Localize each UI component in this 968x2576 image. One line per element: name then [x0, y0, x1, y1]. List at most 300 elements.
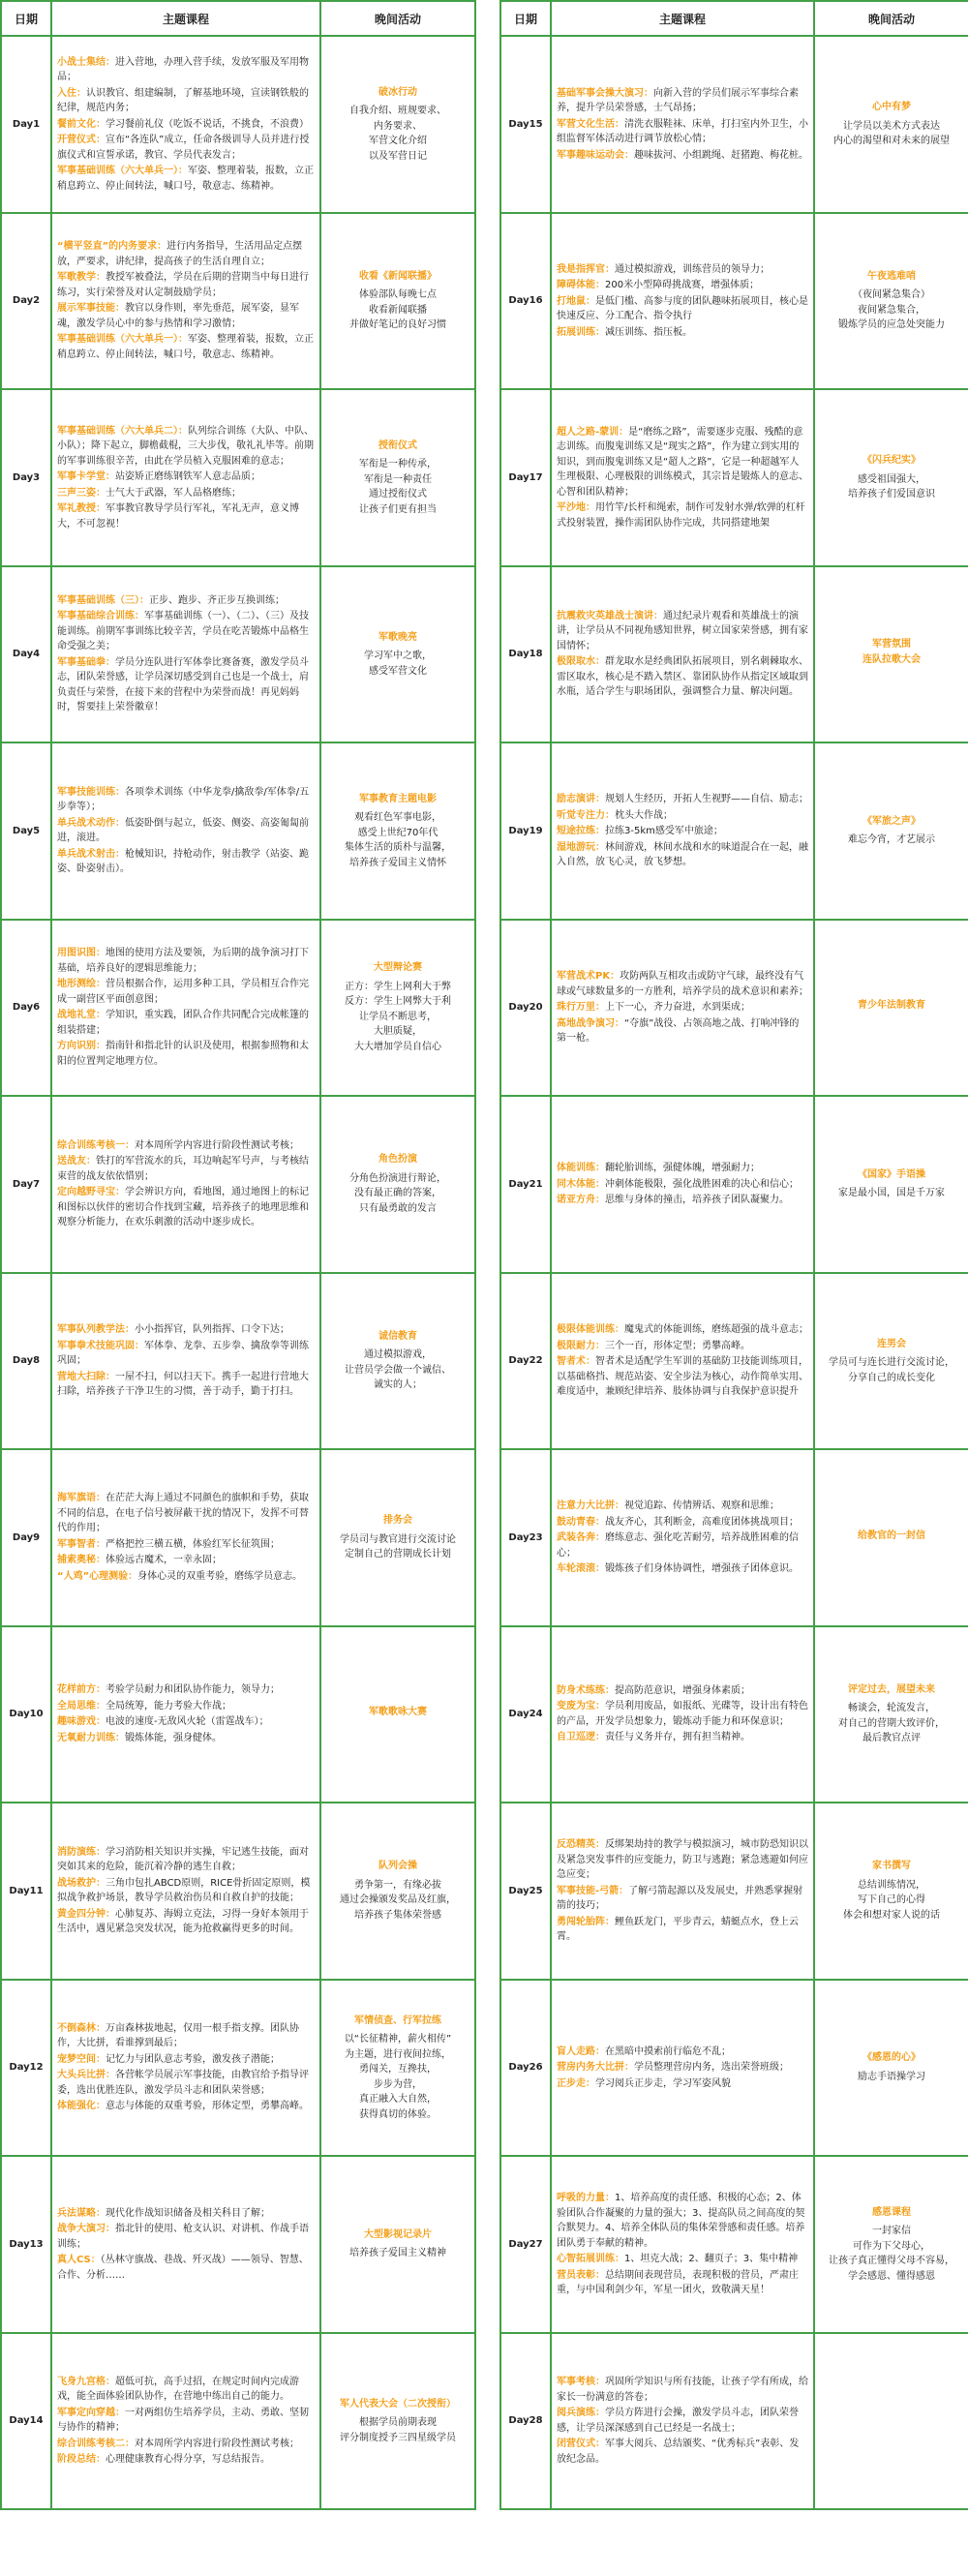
- theme-line-heading: 方向识别：: [57, 1041, 106, 1052]
- schedule-body-left: [1, 36, 475, 2509]
- theme-line: [57, 1339, 315, 1369]
- theme-line: [57, 2437, 315, 2452]
- theme-line-text: 1、培养高度的责任感、积极的心态；2、体验团队合作凝聚的力量的强大；3、提高队员之间高度的契合默契力。4、培养全体队员的集体荣誉感和责任感。培养团队勇于奉献的精神。: [557, 2193, 805, 2249]
- theme-line-text: 进行内务指导，生活用品定点摆放，严要求，讲纪律，提高孩子的生活自理自立；: [57, 241, 303, 267]
- theme-line: [557, 969, 808, 999]
- theme-line: [57, 946, 315, 976]
- theme-line: [557, 2252, 808, 2267]
- theme-line: [557, 1884, 808, 1914]
- theme-line: [557, 792, 808, 807]
- evening-title: 大型辩论赛: [374, 962, 422, 974]
- evening-line: 培养孩子爱国主义精神: [349, 2248, 446, 2259]
- theme-line-heading: 短途拉练：: [557, 826, 605, 836]
- theme-line-text: 学员整理营房内务，选出荣誉班级；: [634, 2062, 789, 2073]
- theme-line: [57, 609, 315, 654]
- theme-line-text: 趣味拔河、小组跳绳、赶猪跑、梅花桩。: [634, 149, 808, 161]
- theme-line-heading: 趣味游戏：: [57, 1716, 106, 1728]
- theme-line: [557, 654, 808, 700]
- theme-line-heading: 盲人走路：: [557, 2046, 605, 2057]
- theme-line: [57, 486, 315, 501]
- theme-line-text: 电波的速度-无敌风火轮（雷霆战车）；: [106, 1716, 269, 1728]
- evening-cell: [320, 2333, 475, 2510]
- theme-line: [557, 2076, 808, 2092]
- theme-line-text: 小小指挥官，队列指挥、口令下达；: [135, 1324, 289, 1335]
- evening-title: 角色扮演: [378, 1154, 417, 1166]
- theme-line-text: 心理健康教育心得分享，写总结报告。: [106, 2454, 270, 2466]
- theme-line: [557, 1193, 808, 1208]
- theme-line-heading: 无氧耐力训练：: [57, 1732, 125, 1743]
- theme-line-text: 意志与体能的双重考验，形体定型，勇攀高峰。: [106, 2101, 309, 2112]
- theme-line: [557, 1161, 808, 1176]
- theme-line: [57, 1714, 315, 1730]
- theme-line-heading: 综合训练考核一：: [57, 1139, 135, 1151]
- theme-line: [57, 270, 315, 300]
- theme-line-heading: 军事拳术技能巩固：: [57, 1340, 144, 1351]
- evening-title: 《闪兵纪实》: [862, 455, 921, 466]
- evening-cell: [320, 2156, 475, 2333]
- theme-cell: [51, 920, 320, 1097]
- theme-line: [57, 1322, 315, 1338]
- evening-cell: [320, 742, 475, 920]
- theme-line-heading: 阶段总结：: [57, 2454, 106, 2466]
- theme-line-heading: 抗震救灾英雄战士演讲：: [557, 610, 663, 621]
- theme-cell: [551, 1803, 814, 1980]
- theme-line: [57, 2253, 315, 2283]
- theme-line: [557, 2406, 808, 2436]
- theme-line-heading: 体能强化：: [57, 2101, 106, 2112]
- theme-line-text: 锻炼孩子们身体协调性，增强孩子团体意识。: [605, 1563, 799, 1574]
- day-row: [1, 1096, 475, 1273]
- theme-line: [57, 1537, 315, 1553]
- evening-line: 内务要求、: [374, 120, 422, 132]
- evening-line: 评分制度授予三四星级学员: [340, 2432, 456, 2443]
- theme-line-text: 学员方阵进行会操，激发学员斗志，团队荣誉感，让学员深深感到自己已经是一名战士；: [557, 2408, 799, 2434]
- table-header-row: [500, 1, 968, 36]
- theme-line-heading: 打地鼠：: [557, 295, 595, 307]
- theme-line-heading: 海军旗语：: [57, 1493, 106, 1504]
- evening-line: 大大增加学员自信心: [354, 1041, 441, 1052]
- evening-line: 大胆质疑，: [374, 1026, 422, 1038]
- evening-line: 励志手语操学习: [858, 2071, 925, 2082]
- day-label: Day4: [1, 566, 51, 743]
- header-theme: 主题课程: [551, 1, 814, 36]
- header-evening: 晚间活动: [814, 1, 968, 36]
- theme-line-heading: 反恐精英：: [557, 1839, 605, 1850]
- day-row: [500, 742, 968, 920]
- evening-line: 真正融入大自然，: [359, 2094, 437, 2105]
- evening-line: 感受上世纪70年代: [357, 827, 439, 838]
- theme-line: [557, 148, 808, 164]
- theme-line-text: 认识教官、组建编制，了解基地环境，宣读钢铁般的纪律，规范内务；: [57, 87, 309, 113]
- theme-line-heading: 战场救护：: [57, 1877, 106, 1889]
- theme-line-heading: 军营文化生活：: [557, 118, 624, 130]
- theme-cell: [551, 213, 814, 390]
- theme-line-heading: 军事智者：: [57, 1538, 106, 1550]
- evening-cell: [320, 1449, 475, 1626]
- theme-line: [57, 1039, 315, 1069]
- theme-cell: [551, 2156, 814, 2333]
- theme-line-heading: 用图识图：: [57, 948, 106, 959]
- theme-line: [557, 1837, 808, 1883]
- day-row: [1, 389, 475, 566]
- theme-line-heading: 军事技能-弓箭：: [557, 1885, 629, 1896]
- theme-line-text: 思维与身体的撞击，培养孩子团队凝聚力。: [605, 1195, 789, 1205]
- theme-line: [557, 500, 808, 530]
- day-row: [1, 1803, 475, 1980]
- day-row: [1, 566, 475, 743]
- evening-line: 内心的渴望和对未来的展望: [833, 136, 950, 146]
- theme-line: [557, 824, 808, 839]
- theme-line-heading: 军事考核：: [557, 2377, 605, 2388]
- day-label: Day27: [500, 2156, 551, 2333]
- theme-line: [557, 1699, 808, 1729]
- day-label: Day1: [1, 36, 51, 213]
- theme-line-text: 清洗衣服鞋袜、床单，打扫室内外卫生，小组监督军体活动进行调节放松心情；: [557, 118, 808, 144]
- theme-line-heading: 单兵战术动作：: [57, 817, 125, 829]
- evening-line: 获得真切的体验。: [359, 2108, 437, 2120]
- theme-line: [57, 239, 315, 269]
- theme-line-text: 减压训练、指压板。: [605, 326, 692, 338]
- theme-line-text: 是“磨练之路”，需要逐步克服、残酷的意志训练。而腹鬼训练又是“现实之路”，作为建立到实用的知识，到而腹鬼训练又是“超人之路”，它是一种超越军人生理极限、心理极限的训练模式，其宗旨是锻炼人的意志、心智和团队精神；: [557, 426, 808, 498]
- evening-line: 最后教官点评: [862, 1733, 921, 1744]
- day-label: Day2: [1, 213, 51, 390]
- theme-line-heading: 消防演练：: [57, 1846, 106, 1858]
- evening-line: 观看红色军事电影，: [354, 812, 441, 823]
- evening-line: 培养孩子爱国主义情怀: [349, 857, 446, 868]
- theme-line-text: 宣布“各连队”成立，任命各级训导人员并进行授旗仪式和宣誓承诺，教官、学员代表发言；: [57, 135, 310, 161]
- theme-line-heading: “人鸡”心理测验：: [57, 1570, 138, 1582]
- theme-line-text: 士气大于武器，军人品格磨练；: [106, 487, 241, 499]
- day-row: [1, 1626, 475, 1803]
- day-row: [500, 1096, 968, 1273]
- theme-line-heading: 营员表彰：: [557, 2269, 605, 2281]
- theme-line-text: 三角巾包扎ABCD原则，RICE骨折固定原则，模拟战争救护场景，教导学员救治伤员和自救自护的技能；: [57, 1877, 311, 1904]
- theme-line-text: 在茫茫大海上通过不同颜色的旗帜和手势，获取不同的信息，在电子信号被屏蔽干扰的情况下，发挥不可替代的作用；: [57, 1493, 309, 1534]
- evening-line: 军衔是一种责任: [364, 473, 432, 485]
- theme-line-text: 军事教官教导学员行军礼，军礼无声，意义博大，不可忽视！: [57, 503, 299, 530]
- theme-line: [557, 1683, 808, 1699]
- evening-cell: [814, 1803, 968, 1980]
- theme-line: [57, 2206, 315, 2222]
- theme-line-heading: 平沙地：: [557, 502, 595, 513]
- theme-line-heading: 珠行万里：: [557, 1002, 605, 1013]
- theme-line-text: 拉练3-5km感受军中旅途；: [605, 826, 723, 836]
- evening-line: 只有最勇敢的发言: [359, 1202, 437, 1214]
- theme-line: [57, 1699, 315, 1714]
- theme-line-text: 铁打的军营流水的兵，耳边响起军号声，与考核结束营的战友依依惜别；: [57, 1156, 309, 1182]
- evening-line: 军衔是一种传承，: [359, 459, 437, 470]
- evening-title: 军人代表大会（二次授衔）: [340, 2398, 456, 2409]
- theme-line: [557, 1000, 808, 1015]
- evening-title: 军情侦查、行军拉练: [354, 2015, 441, 2026]
- theme-cell: [51, 389, 320, 566]
- evening-line: 学习军中之歌，: [364, 651, 432, 661]
- evening-line: 难忘今宵，才艺展示: [848, 834, 935, 846]
- theme-line-heading: 变废为宝：: [557, 1701, 605, 1712]
- evening-line: 一封家信: [872, 2226, 911, 2236]
- day-label: Day23: [500, 1449, 551, 1626]
- theme-line: [57, 1370, 315, 1400]
- theme-line: [557, 1530, 808, 1561]
- evening-title: 队列会操: [378, 1861, 417, 1872]
- evening-title: 大型影视记录片: [364, 2228, 432, 2240]
- theme-line: [57, 501, 315, 531]
- theme-line: [557, 1339, 808, 1354]
- theme-line-text: 身体心灵的双重考验，磨练学员意志。: [137, 1570, 303, 1582]
- theme-line: [57, 86, 315, 116]
- theme-line-text: 教官以身作则，率先垂范，展军姿，显军魂，激发学员心中的参与热情和学习激情；: [57, 303, 299, 329]
- evening-title: 军歌晚亮: [378, 631, 417, 643]
- theme-line-text: 记忆力与团队意志考验，激发孩子潜能；: [106, 2053, 280, 2065]
- evening-cell: [814, 36, 968, 213]
- evening-cell: [320, 920, 475, 1097]
- theme-line-text: 在黑暗中摸索前行临危不乱；: [605, 2046, 731, 2057]
- theme-line: [557, 117, 808, 147]
- theme-line-heading: 呼吸的力量：: [557, 2193, 615, 2203]
- theme-line-text: 学员利用废品，如报纸、光碟等，设计出有特色的产品，开发学员想象力，锻炼动手能力和环保意识；: [557, 1701, 808, 1727]
- theme-line: [57, 2068, 315, 2098]
- theme-line: [57, 655, 315, 715]
- evening-line: 学员可与连长进行交流讨论，: [829, 1357, 954, 1368]
- evening-cell: [320, 1096, 475, 1273]
- day-label: Day24: [500, 1626, 551, 1803]
- evening-title: 心中有梦: [872, 102, 911, 112]
- day-label: Day28: [500, 2333, 551, 2510]
- theme-cell: [51, 213, 320, 390]
- evening-title: 《军旅之声》: [862, 815, 921, 827]
- theme-line-text: 教授军被叠法，学员在后期的营期当中每日进行练习，实行荣誉及对认定制鼓励学员；: [57, 272, 309, 298]
- theme-line-text: 鲤鱼跃龙门，平步青云，蜻蜓点水，登上云霄。: [557, 1916, 799, 1942]
- day-label: Day7: [1, 1096, 51, 1273]
- theme-line: [57, 332, 315, 362]
- evening-cell: [814, 2156, 968, 2333]
- theme-line-heading: 捕索奥秘：: [57, 1555, 106, 1566]
- theme-line-text: 枪械知识，持枪动作，射击教学（站姿、跪姿、卧姿射击）。: [57, 848, 309, 875]
- evening-line: 让营员学会做一个诚信、: [345, 1364, 451, 1376]
- theme-line-heading: 军事基础拳：: [57, 656, 115, 668]
- theme-line-text: 一屋不扫，何以扫天下。携手一起进行营地大扫除，培养孩子干净卫生的习惯，善于动手，勤于打扫。: [57, 1371, 309, 1397]
- day-row: [1, 2156, 475, 2333]
- theme-line: [557, 262, 808, 278]
- theme-line: [57, 593, 315, 609]
- theme-line-heading: 军事基础训练（六大单兵一）：: [57, 166, 188, 176]
- theme-line-heading: 送战友：: [57, 1156, 96, 1167]
- evening-cell: [814, 1980, 968, 2157]
- theme-line-heading: 军事技能训练：: [57, 786, 125, 798]
- theme-line: [557, 2060, 808, 2076]
- theme-line-text: 学习阅兵正步走，学习军姿风貌: [595, 2077, 731, 2089]
- theme-cell: [551, 36, 814, 213]
- theme-line: [557, 1354, 808, 1400]
- theme-line-text: 了解弓箭起源以及发展史，并熟悉掌握射箭的技巧；: [557, 1885, 803, 1911]
- theme-line-heading: 体能训练：: [557, 1163, 605, 1173]
- evening-line: 并做好笔记的良好习惯: [349, 319, 446, 331]
- header-evening: 晚间活动: [320, 1, 475, 36]
- theme-line-heading: 军歌教学：: [57, 272, 106, 284]
- theme-line: [57, 1154, 315, 1184]
- theme-line: [57, 1491, 315, 1536]
- theme-line-text: 低姿卧倒与起立，低姿、侧姿、高姿匍匐前进，滚进。: [57, 817, 309, 844]
- theme-line-text: 队列综合训练（大队、中队、小队）；降下起立，脚檐截棍，三大步伐，敬礼礼毕等。前期的军事训练很辛苦，由此在学员植入克服困难的意志；: [57, 425, 314, 467]
- theme-line-heading: 自卫巡逻：: [557, 1732, 605, 1743]
- theme-line-heading: 花样前方：: [57, 1684, 106, 1696]
- day-row: [500, 36, 968, 213]
- day-row: [1, 1273, 475, 1450]
- theme-line-text: 地图的使用方法及要领，为后期的战争演习打下基础，培养良好的逻辑思维能力；: [57, 948, 309, 974]
- theme-cell: [551, 1626, 814, 1803]
- evening-line: 让学员不断思考，: [359, 1011, 437, 1022]
- theme-line-text: 军事大阅兵、总结颁奖、“优秀标兵”表彰、发放纪念品。: [557, 2439, 800, 2465]
- theme-line-heading: 诺亚方舟：: [557, 1195, 605, 1205]
- theme-line-heading: 防身术练练：: [557, 1684, 615, 1696]
- day-label: Day21: [500, 1096, 551, 1273]
- day-row: [500, 1803, 968, 1980]
- theme-line: [57, 2021, 315, 2051]
- evening-title: 军营氛围 连队拉歌大会: [862, 639, 921, 665]
- evening-line: 定制自己的营期成长计划: [345, 1549, 451, 1560]
- evening-line: 学会感恩、懂得感恩: [848, 2270, 935, 2282]
- theme-line: [557, 425, 808, 500]
- evening-cell: [320, 36, 475, 213]
- theme-line-heading: 湿地游玩：: [557, 841, 605, 853]
- evening-line: 分角色扮演进行辩论，: [349, 1172, 446, 1184]
- theme-line-heading: 车轮滚滚：: [557, 1563, 605, 1574]
- evening-title: 连男会: [877, 1338, 906, 1349]
- theme-line: [57, 1185, 315, 1230]
- theme-line-text: 站姿矫正磨练钢铁军人意志品质；: [115, 471, 260, 482]
- theme-cell: [51, 1980, 320, 2157]
- theme-line-text: 考验学员耐力和团队协作能力，领导力；: [106, 1684, 280, 1696]
- theme-line: [57, 847, 315, 877]
- theme-line-heading: 不倒森林：: [57, 2022, 106, 2034]
- theme-line: [557, 86, 808, 116]
- evening-cell: [814, 1449, 968, 1626]
- theme-line-heading: 正步走：: [557, 2077, 595, 2089]
- theme-line: [57, 2099, 315, 2114]
- header-day: 日期: [500, 1, 551, 36]
- theme-line-text: 军姿、整理着装，报数，立正稍息跨立、停止间转法，喊口号，敬意志、练精神。: [57, 334, 314, 360]
- evening-line: 学员司与教官进行交流讨论: [340, 1533, 456, 1545]
- theme-cell: [51, 1096, 320, 1273]
- evening-line: 步步为营，: [374, 2078, 422, 2090]
- day-label: Day10: [1, 1626, 51, 1803]
- evening-cell: [320, 1980, 475, 2157]
- theme-line-heading: 开营仪式：: [57, 135, 106, 145]
- theme-line-text: 翻轮胎训练，强健体魄，增强耐力；: [605, 1163, 760, 1173]
- theme-line: [57, 424, 315, 470]
- theme-line-text: 学员分连队进行军体拳比赛备赛，激发学员斗志，团队荣誉感，让学员深切感受到自己也是一个战士，肩负责任与荣誉，在接下来的营程中为荣誉而战！再见妈妈时，誓要挂上荣誉徽章！: [57, 656, 309, 713]
- theme-line-text: 规划人生经历，开拓人生视野——自信、励志；: [605, 794, 808, 804]
- day-label: Day6: [1, 920, 51, 1097]
- theme-line-text: “夺旗”战役、占领高地之战、打响冲锋的第一枪。: [557, 1017, 800, 1044]
- theme-line-text: 锻炼体能，强身健体。: [125, 1732, 222, 1743]
- theme-line-text: 营员根据合作，运用多种工具，学员相互合作完成一副营区平面创意图；: [57, 979, 309, 1005]
- evening-title: 青少年法制教育: [858, 1000, 925, 1011]
- theme-line: [57, 301, 315, 331]
- day-label: Day17: [500, 389, 551, 566]
- theme-line-text: 通过纪录片观看和英雄战士的演讲，让学员从不同视角感知世界，树立国家荣誉感，拥有家国情怀；: [557, 610, 808, 652]
- theme-line-heading: 励志演讲：: [557, 794, 605, 804]
- theme-line-text: 枕头大作战；: [615, 809, 673, 821]
- theme-line-heading: 军事基础训练（三）：: [57, 594, 149, 606]
- day-label: Day14: [1, 2333, 51, 2510]
- theme-line-heading: 基础军事会操大演习：: [557, 87, 653, 99]
- theme-line-text: 万亩森林拔地起，仅用一根手指支撑。团队协作，大比拼，看谁撑到最后；: [57, 2022, 299, 2049]
- evening-line: 畅谈会，轮流发言，: [848, 1703, 935, 1714]
- theme-line-heading: 小战士集结：: [57, 56, 115, 68]
- theme-line-text: 向新入营的学员们展示军事综合素养，提升学员荣誉感，士气昂扬；: [557, 87, 799, 113]
- day-row: [500, 2156, 968, 2333]
- day-label: Day20: [500, 920, 551, 1097]
- theme-line: [557, 1322, 808, 1338]
- theme-cell: [51, 742, 320, 920]
- header-theme: 主题课程: [51, 1, 320, 36]
- theme-line-heading: 军事基础训练（六大单兵一）：: [57, 334, 188, 346]
- evening-line: （夜间紧急集合）: [853, 289, 930, 301]
- evening-title: 感恩课程: [872, 2206, 911, 2218]
- theme-line-heading: 宠梦空间：: [57, 2053, 106, 2065]
- day-row: [500, 566, 968, 743]
- theme-line-text: 责任与义务并存，拥有担当精神。: [605, 1732, 750, 1743]
- theme-line-heading: 军礼教授：: [57, 503, 106, 514]
- evening-line: 勇闯关，互搀扶，: [359, 2064, 437, 2075]
- theme-line-heading: 拓展训练：: [557, 326, 605, 338]
- schedule-table-right: [499, 0, 968, 2510]
- theme-line-text: 视觉追踪、传情辨话、观察和思维；: [624, 1500, 779, 1511]
- evening-cell: [320, 213, 475, 390]
- evening-line: 通过会操颁发奖品及红旗，: [340, 1894, 456, 1906]
- theme-line-text: 学习消防相关知识并实操，牢记逃生技能，面对突如其来的危险，能沉着冷静的逃生自救；: [57, 1846, 309, 1873]
- theme-line-text: 各项拳术训练（中华龙拳/擒敌拳/军体拳/五步拳等）；: [57, 786, 310, 813]
- theme-line-text: 军姿、整理着装，报数，立正稍息跨立、停止间转法，喊口号，敬意志、练精神。: [57, 166, 314, 192]
- evening-line: 家是最小国，国是千万家: [838, 1188, 945, 1199]
- day-row: [1, 2333, 475, 2510]
- theme-line: [557, 2375, 808, 2405]
- theme-line-heading: 军事基础训练（六大单兵二）：: [57, 425, 188, 437]
- theme-line-text: 正步、跑步、齐正步互换训练；: [149, 594, 285, 606]
- evening-title: 破冰行动: [378, 86, 417, 98]
- theme-line-heading: 定向越野寻宝：: [57, 1187, 125, 1198]
- theme-line-text: 学知识，重实践，团队合作共同配合完成帐篷的组装搭建；: [57, 1010, 309, 1036]
- evening-cell: [814, 1096, 968, 1273]
- theme-line: [57, 1138, 315, 1154]
- day-row: [500, 2333, 968, 2510]
- day-label: Day8: [1, 1273, 51, 1450]
- theme-line-text: 提高防范意识，增强身体素质；: [615, 1684, 750, 1696]
- theme-cell: [51, 1449, 320, 1626]
- evening-title: 评定过去，展望未来: [848, 1683, 935, 1695]
- theme-cell: [51, 36, 320, 213]
- theme-line: [57, 1553, 315, 1568]
- theme-line: [57, 2222, 315, 2252]
- theme-line-heading: 高地战争演习：: [557, 1017, 624, 1029]
- evening-title: 排务会: [383, 1515, 412, 1526]
- theme-line-text: 是低门槛、高参与度的团队趣味拓展项目，核心是快速反应、分工配合、指令执行: [557, 295, 808, 321]
- day-label: Day11: [1, 1803, 51, 1980]
- theme-line-heading: 同木体能：: [557, 1178, 605, 1190]
- day-row: [500, 1980, 968, 2157]
- evening-line: 勇争第一，有缘必拔: [354, 1879, 441, 1891]
- theme-line-text: 军事基础训练（一）、（二）、（三）及技能训练。前期军事训练比较辛苦，学员在吃苦锻炼中品格生命受强之美；: [57, 611, 309, 652]
- theme-line-text: 攻防两队互相攻击或防守气球，最终没有气球或气球数量多的一方胜利，培养学员的战术意识和素养；: [557, 971, 808, 997]
- evening-cell: [814, 742, 968, 920]
- evening-cell: [814, 1273, 968, 1450]
- theme-line-heading: 军事基础综合训练：: [57, 611, 144, 622]
- day-row: [500, 920, 968, 1097]
- evening-line: 根据学员前期表现: [359, 2417, 437, 2428]
- day-label: Day25: [500, 1803, 551, 1980]
- evening-title: 家书撰写: [872, 1861, 911, 1872]
